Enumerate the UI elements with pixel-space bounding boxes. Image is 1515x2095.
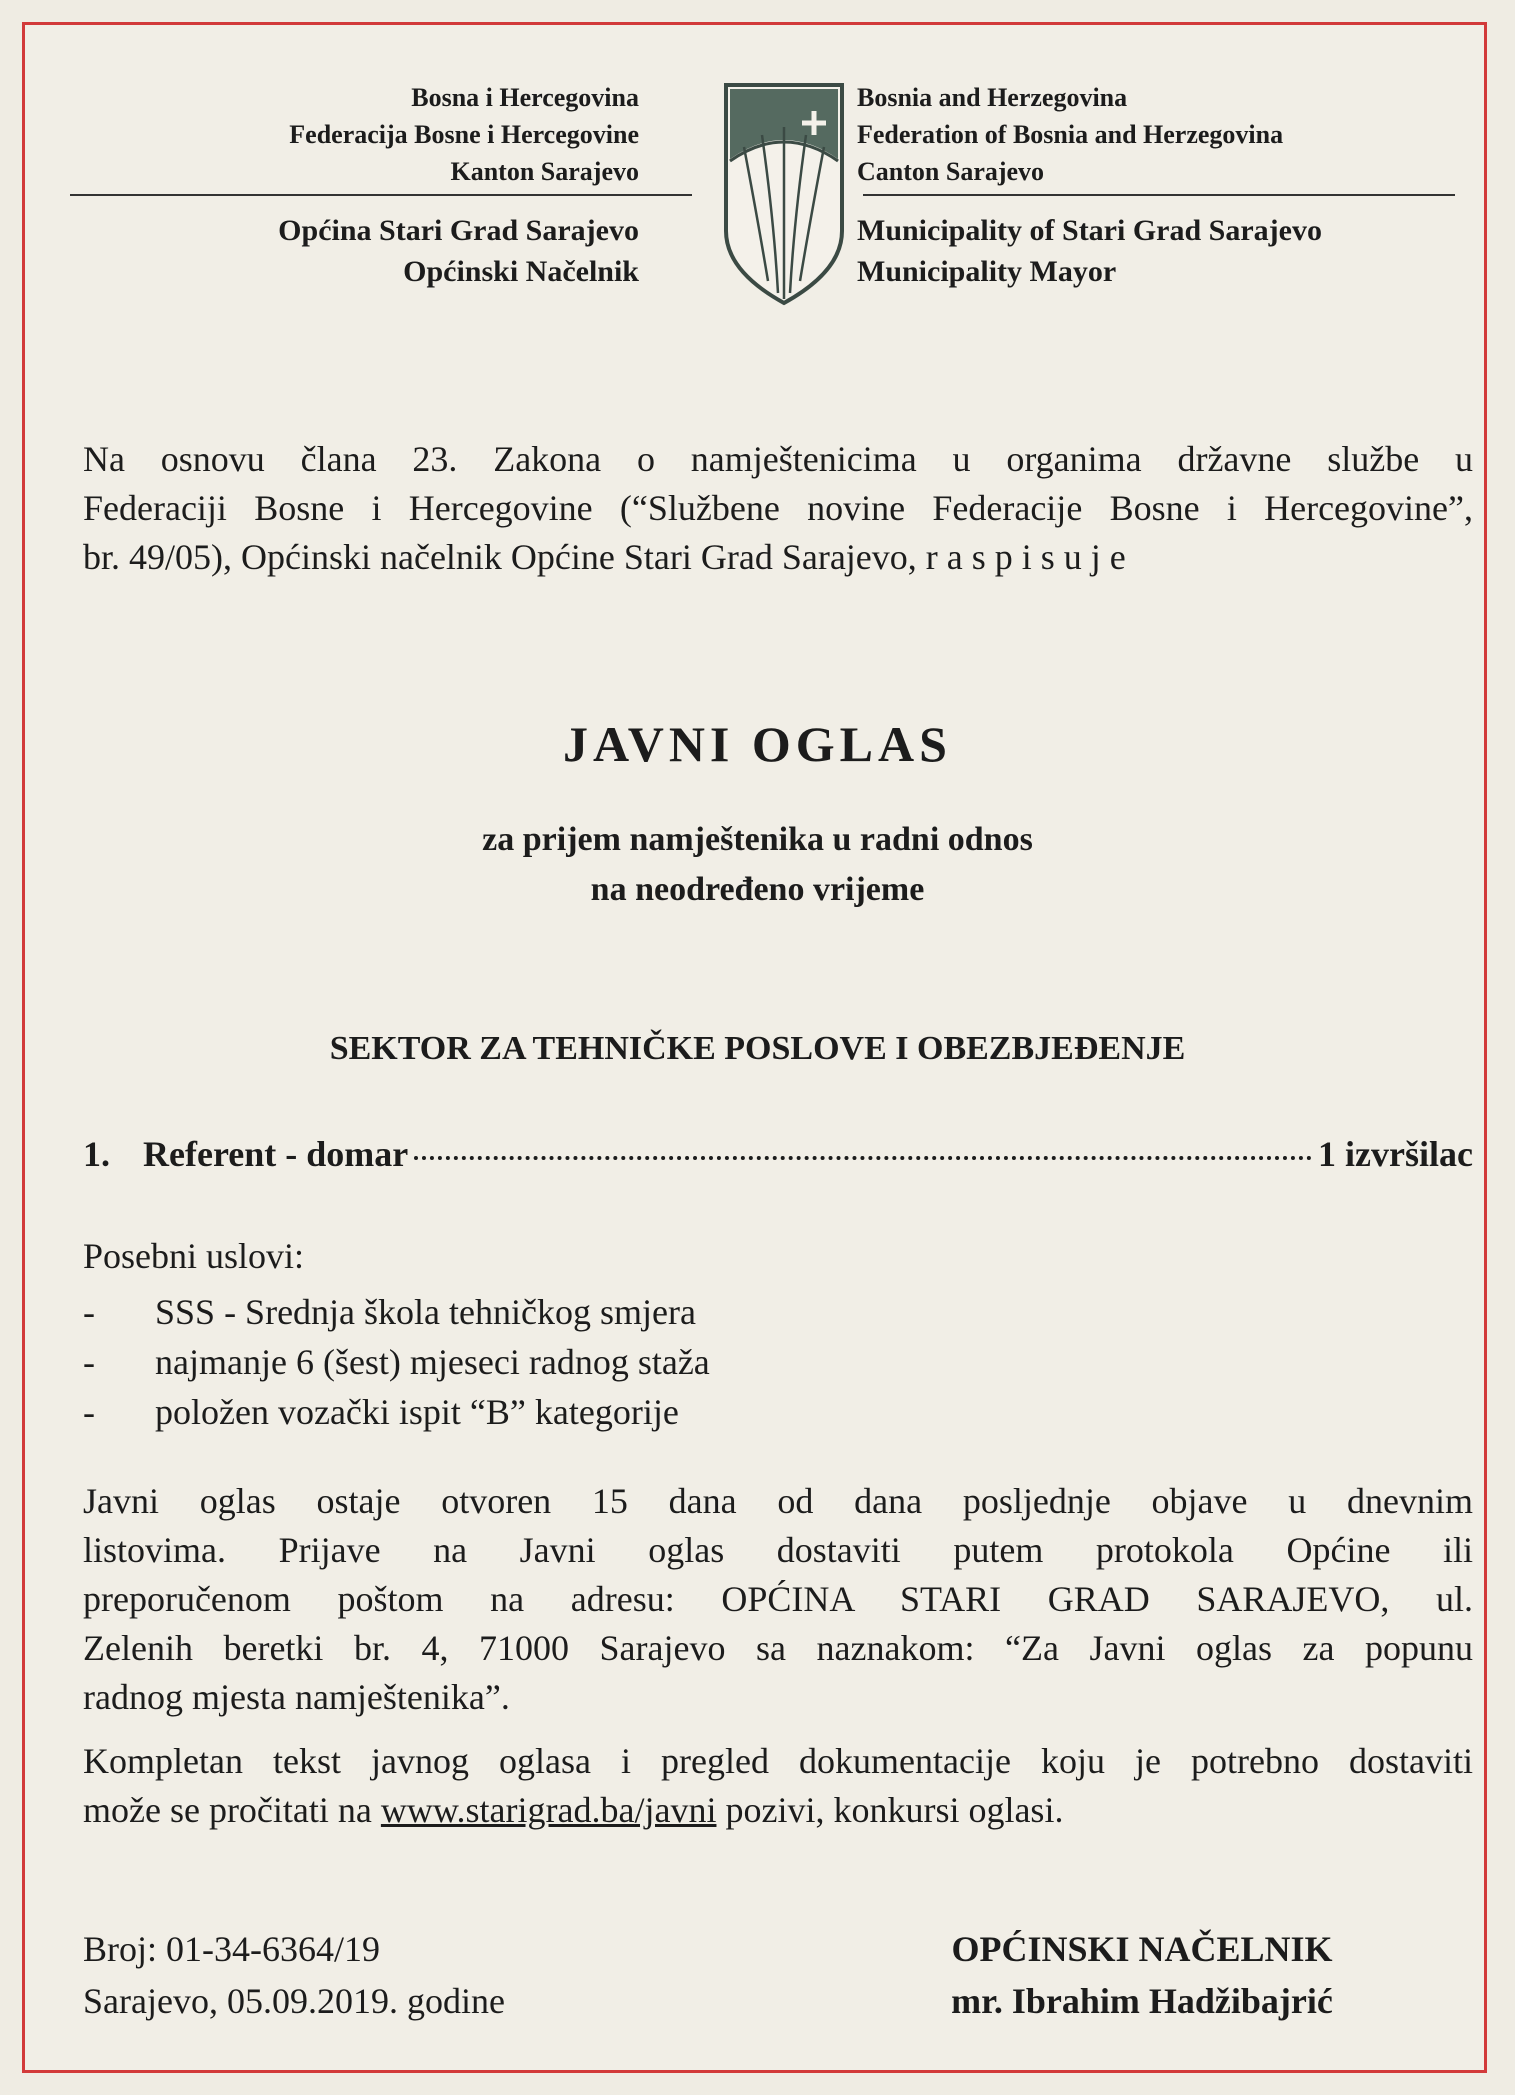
letterhead-federation-en: Federation of Bosnia and Herzegovina [857, 120, 1284, 149]
letterhead-municipality: Općina Stari Grad Sarajevo [278, 214, 639, 247]
notice-line: Zelenih beretki br. 4, 71000 Sarajevo sa naznakom: “Za Javni oglas za popunu [83, 1628, 1473, 1668]
letterhead-office-en: Municipality Mayor [857, 255, 1117, 288]
letterhead-municipality-en: Municipality of Stari Grad Sarajevo [857, 214, 1322, 247]
letterhead-country: Bosna i Hercegovina [411, 83, 639, 112]
position-title: Referent - domar [143, 1134, 409, 1174]
announcement-subtitle-line: za prijem namještenika u radni odnos [482, 821, 1033, 858]
reference-place-date: Sarajevo, 05.09.2019. godine [83, 1981, 505, 2021]
position-number: 1. [83, 1134, 110, 1174]
list-item-text: položen vozački ispit “B” kategorije [155, 1392, 679, 1432]
announcement-subtitle-line: na neodređeno vrijeme [590, 871, 925, 908]
notice-paragraph [83, 1477, 1473, 1722]
requirements-title: Posebni uslovi: [83, 1236, 305, 1276]
intro-line: Na osnovu člana 23. Zakona o namještenicima u organima državne službe u [83, 439, 1473, 479]
letterhead-divider-right [863, 194, 1455, 196]
document-frame [22, 22, 1487, 2073]
letterhead-country-en: Bosnia and Herzegovina [857, 83, 1128, 112]
signatory-title: OPĆINSKI NAČELNIK [951, 1929, 1333, 1969]
signatory-name: mr. Ibrahim Hadžibajrić [951, 1981, 1333, 2021]
fulltext-paragraph [83, 1737, 1473, 1835]
requirements-list [83, 1287, 710, 1437]
letterhead-left-bottom [278, 210, 639, 292]
letterhead-office: Općinski Načelnik [403, 255, 639, 288]
sector-heading: SEKTOR ZA TEHNIČKE POSLOVE I OBEZBJEĐENJE [329, 1030, 1186, 1067]
list-item [83, 1287, 710, 1337]
letterhead-left-top [289, 79, 639, 190]
fulltext-line [83, 1786, 1473, 1835]
signature-block [892, 1923, 1392, 2027]
website-link[interactable]: www.starigrad.ba/javni [380, 1790, 717, 1830]
position-count: 1 izvršilac [1318, 1134, 1473, 1174]
list-dash: - [83, 1392, 95, 1432]
list-item-text: SSS - Srednja škola tehničkog smjera [155, 1292, 696, 1332]
list-dash: - [83, 1342, 95, 1382]
notice-line: Javni oglas ostaje otvoren 15 dana od dana posljednje objave u dnevnim [83, 1481, 1473, 1521]
intro-paragraph [83, 435, 1473, 582]
letterhead-right-bottom [857, 210, 1322, 292]
letterhead-canton: Kanton Sarajevo [450, 157, 639, 186]
position-row [83, 1133, 1473, 1175]
list-item [83, 1387, 710, 1437]
intro-line: br. 49/05), Općinski načelnik Općine Stari Grad Sarajevo, r a s p i s u j e [83, 537, 1126, 577]
notice-line: listovima. Prijave na Javni oglas dostaviti putem protokola Općine ili [83, 1530, 1473, 1570]
list-dash: - [83, 1292, 95, 1332]
notice-line: preporučenom poštom na adresu: OPĆINA STARI GRAD SARAJEVO, ul. [83, 1579, 1473, 1619]
fulltext-text: može se pročitati na [83, 1790, 381, 1830]
announcement-title: JAVNI OGLAS [563, 716, 952, 772]
reference-number: Broj: 01-34-6364/19 [83, 1929, 380, 1969]
coat-of-arms-icon [722, 81, 846, 309]
dot-leader [414, 1156, 1312, 1160]
fulltext-line: Kompletan tekst javnog oglasa i pregled dokumentacije koju je potrebno dostaviti [83, 1741, 1473, 1781]
letterhead-canton-en: Canton Sarajevo [857, 157, 1045, 186]
letterhead-federation: Federacija Bosne i Hercegovine [289, 120, 639, 149]
announcement-subtitle [25, 815, 1490, 915]
list-item [83, 1337, 710, 1387]
letterhead-right-top [857, 79, 1283, 190]
notice-line: radnog mjesta namještenika”. [83, 1677, 510, 1717]
intro-line: Federaciji Bosne i Hercegovine (“Službene novine Federacije Bosne i Hercegovine”, [83, 488, 1473, 528]
fulltext-text: pozivi, konkursi oglasi. [716, 1790, 1064, 1830]
reference-block [83, 1923, 505, 2027]
list-item-text: najmanje 6 (šest) mjeseci radnog staža [155, 1342, 710, 1382]
letterhead-divider-left [70, 194, 692, 196]
